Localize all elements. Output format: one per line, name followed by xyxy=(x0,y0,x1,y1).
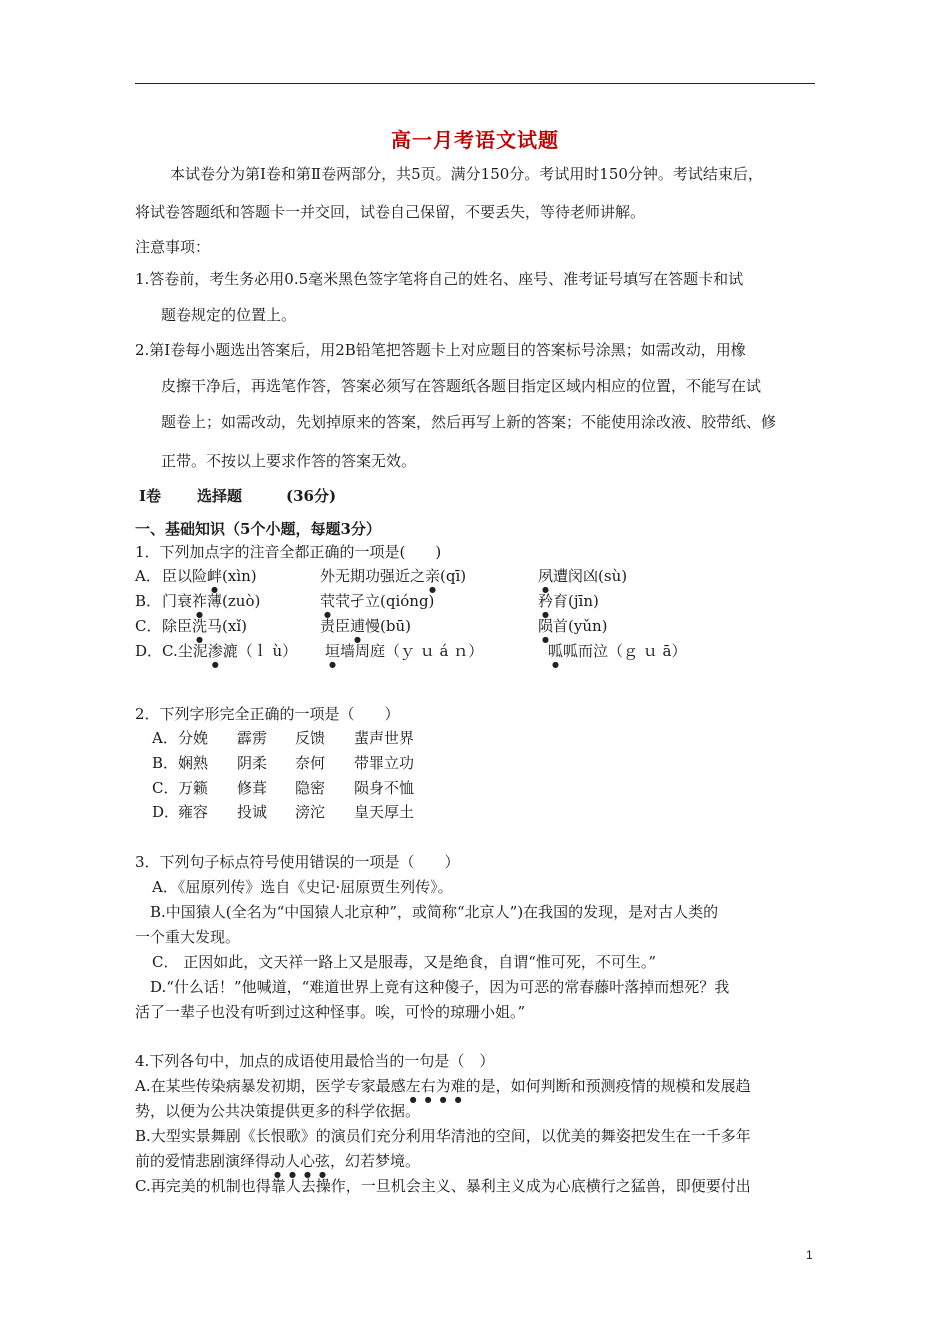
q3-option-d-line-1: D.“什么话！”他喊道，“难道世界上竟有这种傻子，因为可恶的常春藤叶落掉而想死？我 xyxy=(150,978,730,996)
q1-stem: 1．下列加点字的注音全都正确的一项是( ) xyxy=(135,543,442,561)
q2-option-b-word-3: 奈何 xyxy=(295,754,326,772)
q1-option-d-label: D． xyxy=(135,642,163,660)
q3-option-b-line-1: B.中国猿人(全名为“中国猿人北京种”，或简称“北京人”)在我国的发现，是对古人类的 xyxy=(150,903,719,921)
intro-line-2: 将试卷答题纸和答题卡一并交回，试卷自己保留，不要丢失，等待老师讲解。 xyxy=(135,203,646,221)
q2-option-c-word-4: 陨身不恤 xyxy=(354,779,415,797)
q1-option-d-item-2: 垣墙周庭（ｙ ｕ á ｎ） xyxy=(325,642,484,660)
q2-option-c-word-1: 万籁 xyxy=(178,779,209,797)
note-1-line-2: 题卷规定的位置上。 xyxy=(161,306,297,324)
q1-option-a-item-2: 外无期功强近之亲(qī) xyxy=(320,567,467,585)
q4-stem: 4.下列各句中，加点的成语使用最恰当的一句是（ ） xyxy=(135,1052,495,1070)
q1-option-b-label: B． xyxy=(135,592,162,610)
q2-option-d-word-3: 滂沱 xyxy=(295,803,326,821)
header-rule xyxy=(135,83,815,84)
dotted-idiom: 左右为难 xyxy=(405,1077,466,1095)
q3-option-d-line-2: 活了一辈子也没有听到过这种怪事。唉，可怜的琼珊小姐。” xyxy=(135,1003,526,1021)
q1-option-a-label: A． xyxy=(135,567,161,585)
q2-option-b-word-1: 娴熟 xyxy=(178,754,209,772)
q1-option-d-item-1: C.尘泥渗漉（ｌ ù） xyxy=(162,642,298,660)
q2-option-d-word-4: 皇天厚土 xyxy=(354,803,415,821)
section-name: 选择题 xyxy=(197,487,243,505)
q2-option-c-label: C． xyxy=(152,779,179,797)
q1-option-b-item-2: 茕茕孑立(qióng) xyxy=(320,592,435,610)
q3-option-b-line-2: 一个重大发现。 xyxy=(135,928,241,946)
q2-stem: 2．下列字形完全正确的一项是（ ） xyxy=(135,705,400,723)
intro-line-1: 本试卷分为第Ⅰ卷和第Ⅱ卷两部分，共5页。满分150分。考试用时150分钟。考试结束后， xyxy=(170,165,763,183)
q2-option-c-word-2: 修葺 xyxy=(237,779,268,797)
note-2-line-3: 题卷上；如需改动，先划掉原来的答案，然后再写上新的答案；不能使用涂改液、胶带纸、修 xyxy=(161,413,777,431)
q2-option-a-word-4: 蜚声世界 xyxy=(354,729,415,747)
notes-heading: 注意事项： xyxy=(135,238,211,256)
q1-option-c-item-1: 除臣洗马(xǐ) xyxy=(162,617,247,635)
q1-option-c-label: C． xyxy=(135,617,162,635)
page-number: 1 xyxy=(806,1248,813,1262)
q2-option-d-word-1: 雍容 xyxy=(178,803,209,821)
note-1-line-1: 1.答卷前，考生务必用0.5毫米黑色签字笔将自己的姓名、座号、准考证号填写在答题卡和试 xyxy=(135,270,744,288)
q2-option-a-word-3: 反馈 xyxy=(295,729,326,747)
dotted-idiom: 动人心弦 xyxy=(270,1152,331,1170)
q4-option-a-line-1: A.在某些传染病暴发初期，医学专家最感左右为难的是，如何判断和预测疫情的规模和发展趋 xyxy=(135,1077,751,1095)
q4-option-b-line-1: B.大型实景舞剧《长恨歌》的演员们充分利用华清池的空间，以优美的舞姿把发生在一千多年 xyxy=(135,1127,751,1145)
page-title: 高一月考语文试题 xyxy=(391,128,559,152)
q4-option-b-line-2: 前的爱情悲剧演绎得动人心弦，幻若梦境。 xyxy=(135,1152,421,1170)
q2-option-d-label: D． xyxy=(152,803,180,821)
q2-option-a-word-1: 分娩 xyxy=(178,729,209,747)
q2-option-b-word-4: 带罪立功 xyxy=(354,754,415,772)
q1-option-c-item-2: 责臣逋慢(bū) xyxy=(320,617,411,635)
q1-option-b-item-3: 矜育(jīn) xyxy=(538,592,599,610)
q1-option-a-item-1: 臣以险衅(xìn) xyxy=(162,567,257,585)
q1-option-b-item-1: 门衰祚薄(zuò) xyxy=(162,592,261,610)
q2-option-a-word-2: 霹雳 xyxy=(237,729,268,747)
note-2-line-1: 2.第Ⅰ卷每小题选出答案后，用2B铅笔把答题卡上对应题目的答案标号涂黑；如需改动，用橡 xyxy=(135,341,746,359)
q2-option-b-word-2: 阴柔 xyxy=(237,754,268,772)
q3-stem: 3．下列句子标点符号使用错误的一项是（ ） xyxy=(135,853,460,871)
section-score: (36分) xyxy=(286,487,337,505)
q3-option-c: C． 正因如此，文天祥一路上又是服毒，又是绝食，自谓“惟可死，不可生。” xyxy=(152,953,657,971)
q1-option-d-item-3: 呱呱而泣（ｇ ｕ ā） xyxy=(548,642,687,660)
q2-option-b-label: B． xyxy=(152,754,179,772)
note-2-line-2: 皮擦干净后，再选笔作答，答案必须写在答题纸各题目指定区域内相应的位置，不能写在试 xyxy=(161,377,762,395)
q4-option-c-line-1: C.再完美的机制也得靠人去操作，一旦机会主义、暴利主义成为心底横行之猛兽，即便要付出 xyxy=(135,1177,751,1195)
q4-option-a-line-2: 势，以便为公共决策提供更多的科学依据。 xyxy=(135,1102,421,1120)
q2-option-c-word-3: 隐密 xyxy=(295,779,326,797)
q1-option-a-item-3: 夙遭闵凶(sù) xyxy=(538,567,628,585)
q3-option-a: A．《屈原列传》选自《史记·屈原贾生列传》。 xyxy=(152,878,453,896)
q2-option-d-word-2: 投诚 xyxy=(237,803,268,821)
note-2-line-4: 正带。不按以上要求作答的答案无效。 xyxy=(161,452,417,470)
q1-option-c-item-3: 陨首(yǔn) xyxy=(538,617,608,635)
section-roman: Ⅰ卷 xyxy=(139,487,162,505)
q2-option-a-label: A． xyxy=(152,729,178,747)
part-1-heading: 一、基础知识（5个小题，每题3分） xyxy=(135,520,381,538)
